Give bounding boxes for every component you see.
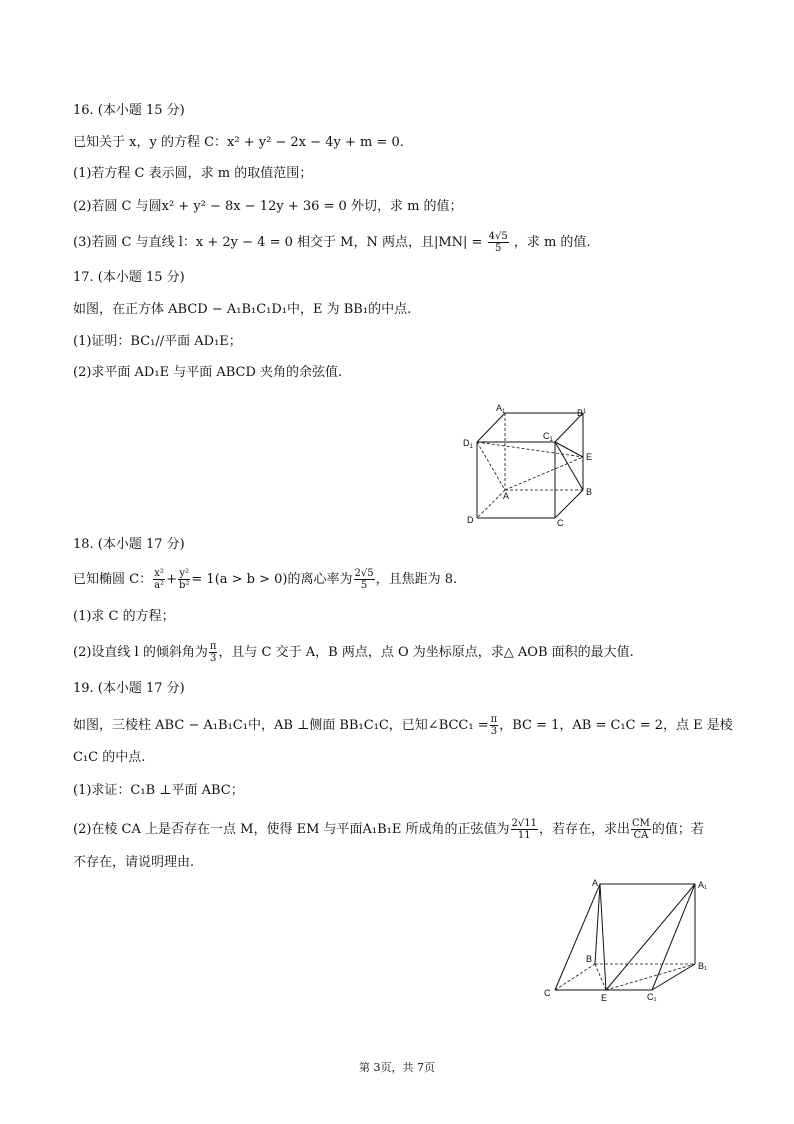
- cube-label-b: B: [586, 487, 593, 497]
- cube-label-a: A: [503, 491, 510, 501]
- q18-x-fraction: [153, 568, 165, 591]
- q19-stem: [73, 714, 733, 737]
- q19-part2-text-a: (2)在棱 CA 上是否存在一点 M，使得 EM 与平面A₁B₁E 所成角的正弦值为: [73, 822, 510, 837]
- q16-mn-numerator: 4√5: [488, 231, 508, 242]
- q17-header: 17. (本小题 15 分): [73, 270, 185, 285]
- q16-part3-text-a: (3)若圆 C 与直线 l：x + 2y − 4 = 0 相交于 M，N 两点，且|MN| =: [73, 235, 483, 250]
- q17-part2: (2)求平面 AD₁E 与平面 ABCD 夹角的余弦值.: [73, 365, 343, 380]
- q19-angle-fraction: [490, 714, 499, 737]
- q18-x-denominator: a²: [154, 580, 165, 591]
- q19-ratio-fraction: [631, 818, 651, 841]
- cube-label-a1: $A_1$: [496, 403, 506, 415]
- prism-label-e: E: [601, 993, 608, 1003]
- q19-sine-denominator: 11: [517, 830, 531, 841]
- cube-label-c: C: [557, 518, 564, 528]
- prism-label-a1: A₁: [698, 880, 708, 890]
- q18-part2: [73, 641, 634, 664]
- q18-stem-text-b: = 1(a > b > 0)的离心率为: [191, 572, 353, 587]
- q18-stem-text-a: 已知椭圆 C：: [73, 572, 153, 587]
- cube-label-d1: $D_1$: [463, 438, 473, 450]
- prism-label-c: C: [544, 988, 551, 998]
- q19-angle-denominator: 3: [490, 726, 498, 737]
- q18-stem-text-c: ，且焦距为 8.: [375, 572, 458, 587]
- q17-part1: (1)证明：BC₁//平面 AD₁E；: [73, 334, 242, 349]
- q19-part1: (1)求证：C₁B ⊥平面 ABC；: [73, 783, 244, 798]
- q18-angle-fraction: [209, 641, 218, 664]
- q19-part2-text-c: 的值；若: [651, 822, 704, 837]
- q19-sine-fraction: [511, 818, 538, 841]
- q19-stem-text-a: 如图，三棱柱 ABC − A₁B₁C₁中，AB ⊥侧面 BB₁C₁C，已知∠BCC₁ =: [73, 718, 489, 733]
- prism-label-b1: B₁: [698, 961, 708, 971]
- q18-part2-text-b: ，且与 C 交于 A，B 两点，点 O 为坐标原点，求△ AOB 面积的最大值.: [218, 645, 634, 660]
- q19-ratio-denominator: CA: [633, 830, 649, 841]
- q18-part1: (1)求 C 的方程；: [73, 609, 175, 624]
- q16-part3-text-b: ，求 m 的值.: [513, 235, 591, 250]
- cube-label-b1: $B^1$: [577, 408, 587, 418]
- cube-label-d: D: [467, 515, 474, 525]
- cube-figure: [455, 400, 605, 530]
- q18-angle-numerator: π: [209, 641, 217, 652]
- q18-e-fraction: [354, 568, 375, 591]
- q17-stem: 如图，在正方体 ABCD − A₁B₁C₁D₁中，E 为 BB₁的中点.: [73, 302, 412, 317]
- prism-figure: [540, 872, 715, 1007]
- page-footer: 第 3页，共 7页: [359, 1061, 435, 1074]
- q18-e-numerator: 2√5: [354, 568, 374, 579]
- q16-part2: (2)若圆 C 与圆x² + y² − 8x − 12y + 36 = 0 外切，求 m 的值；: [73, 199, 463, 214]
- prism-label-a: A: [592, 878, 599, 888]
- q16-header: 16. (本小题 15 分): [73, 103, 185, 118]
- q19-stem-cont: C₁C 的中点.: [73, 750, 146, 765]
- q16-part3: [73, 231, 591, 254]
- q18-y-numerator: y²: [179, 568, 190, 579]
- q18-stem: [73, 568, 457, 591]
- q19-part2: [73, 818, 704, 841]
- q16-part1: (1)若方程 C 表示圆，求 m 的取值范围；: [73, 166, 313, 181]
- prism-label-b: B: [586, 954, 593, 964]
- q16-mn-fraction: [488, 231, 509, 254]
- q16-mn-denominator: 5: [494, 243, 502, 254]
- q18-y-fraction: [178, 568, 190, 591]
- q18-header: 18. (本小题 17 分): [73, 537, 185, 552]
- q18-plus: +: [166, 572, 177, 587]
- q19-header: 19. (本小题 17 分): [73, 681, 185, 696]
- q19-part2-cont: 不存在，请说明理由.: [73, 855, 195, 870]
- q18-part2-text-a: (2)设直线 l 的倾斜角为: [73, 645, 208, 660]
- q18-x-numerator: x²: [154, 568, 164, 579]
- q18-y-denominator: b²: [178, 580, 190, 591]
- q19-angle-numerator: π: [490, 714, 498, 725]
- q19-sine-numerator: 2√11: [511, 818, 537, 829]
- q18-angle-denominator: 3: [209, 653, 217, 664]
- q18-e-denominator: 5: [360, 580, 368, 591]
- prism-label-c1: C₁: [647, 992, 657, 1002]
- cube-label-c1: $C_1$: [543, 431, 553, 443]
- q19-stem-text-b: ，BC = 1，AB = C₁C = 2，点 E 是棱: [499, 718, 733, 733]
- q16-stem: 已知关于 x，y 的方程 C：x² + y² − 2x − 4y + m = 0.: [73, 135, 404, 150]
- cube-label-e: E: [586, 452, 593, 462]
- q19-ratio-numerator: CM: [632, 818, 650, 829]
- q19-part2-text-b: ，若存在，求出: [538, 822, 630, 837]
